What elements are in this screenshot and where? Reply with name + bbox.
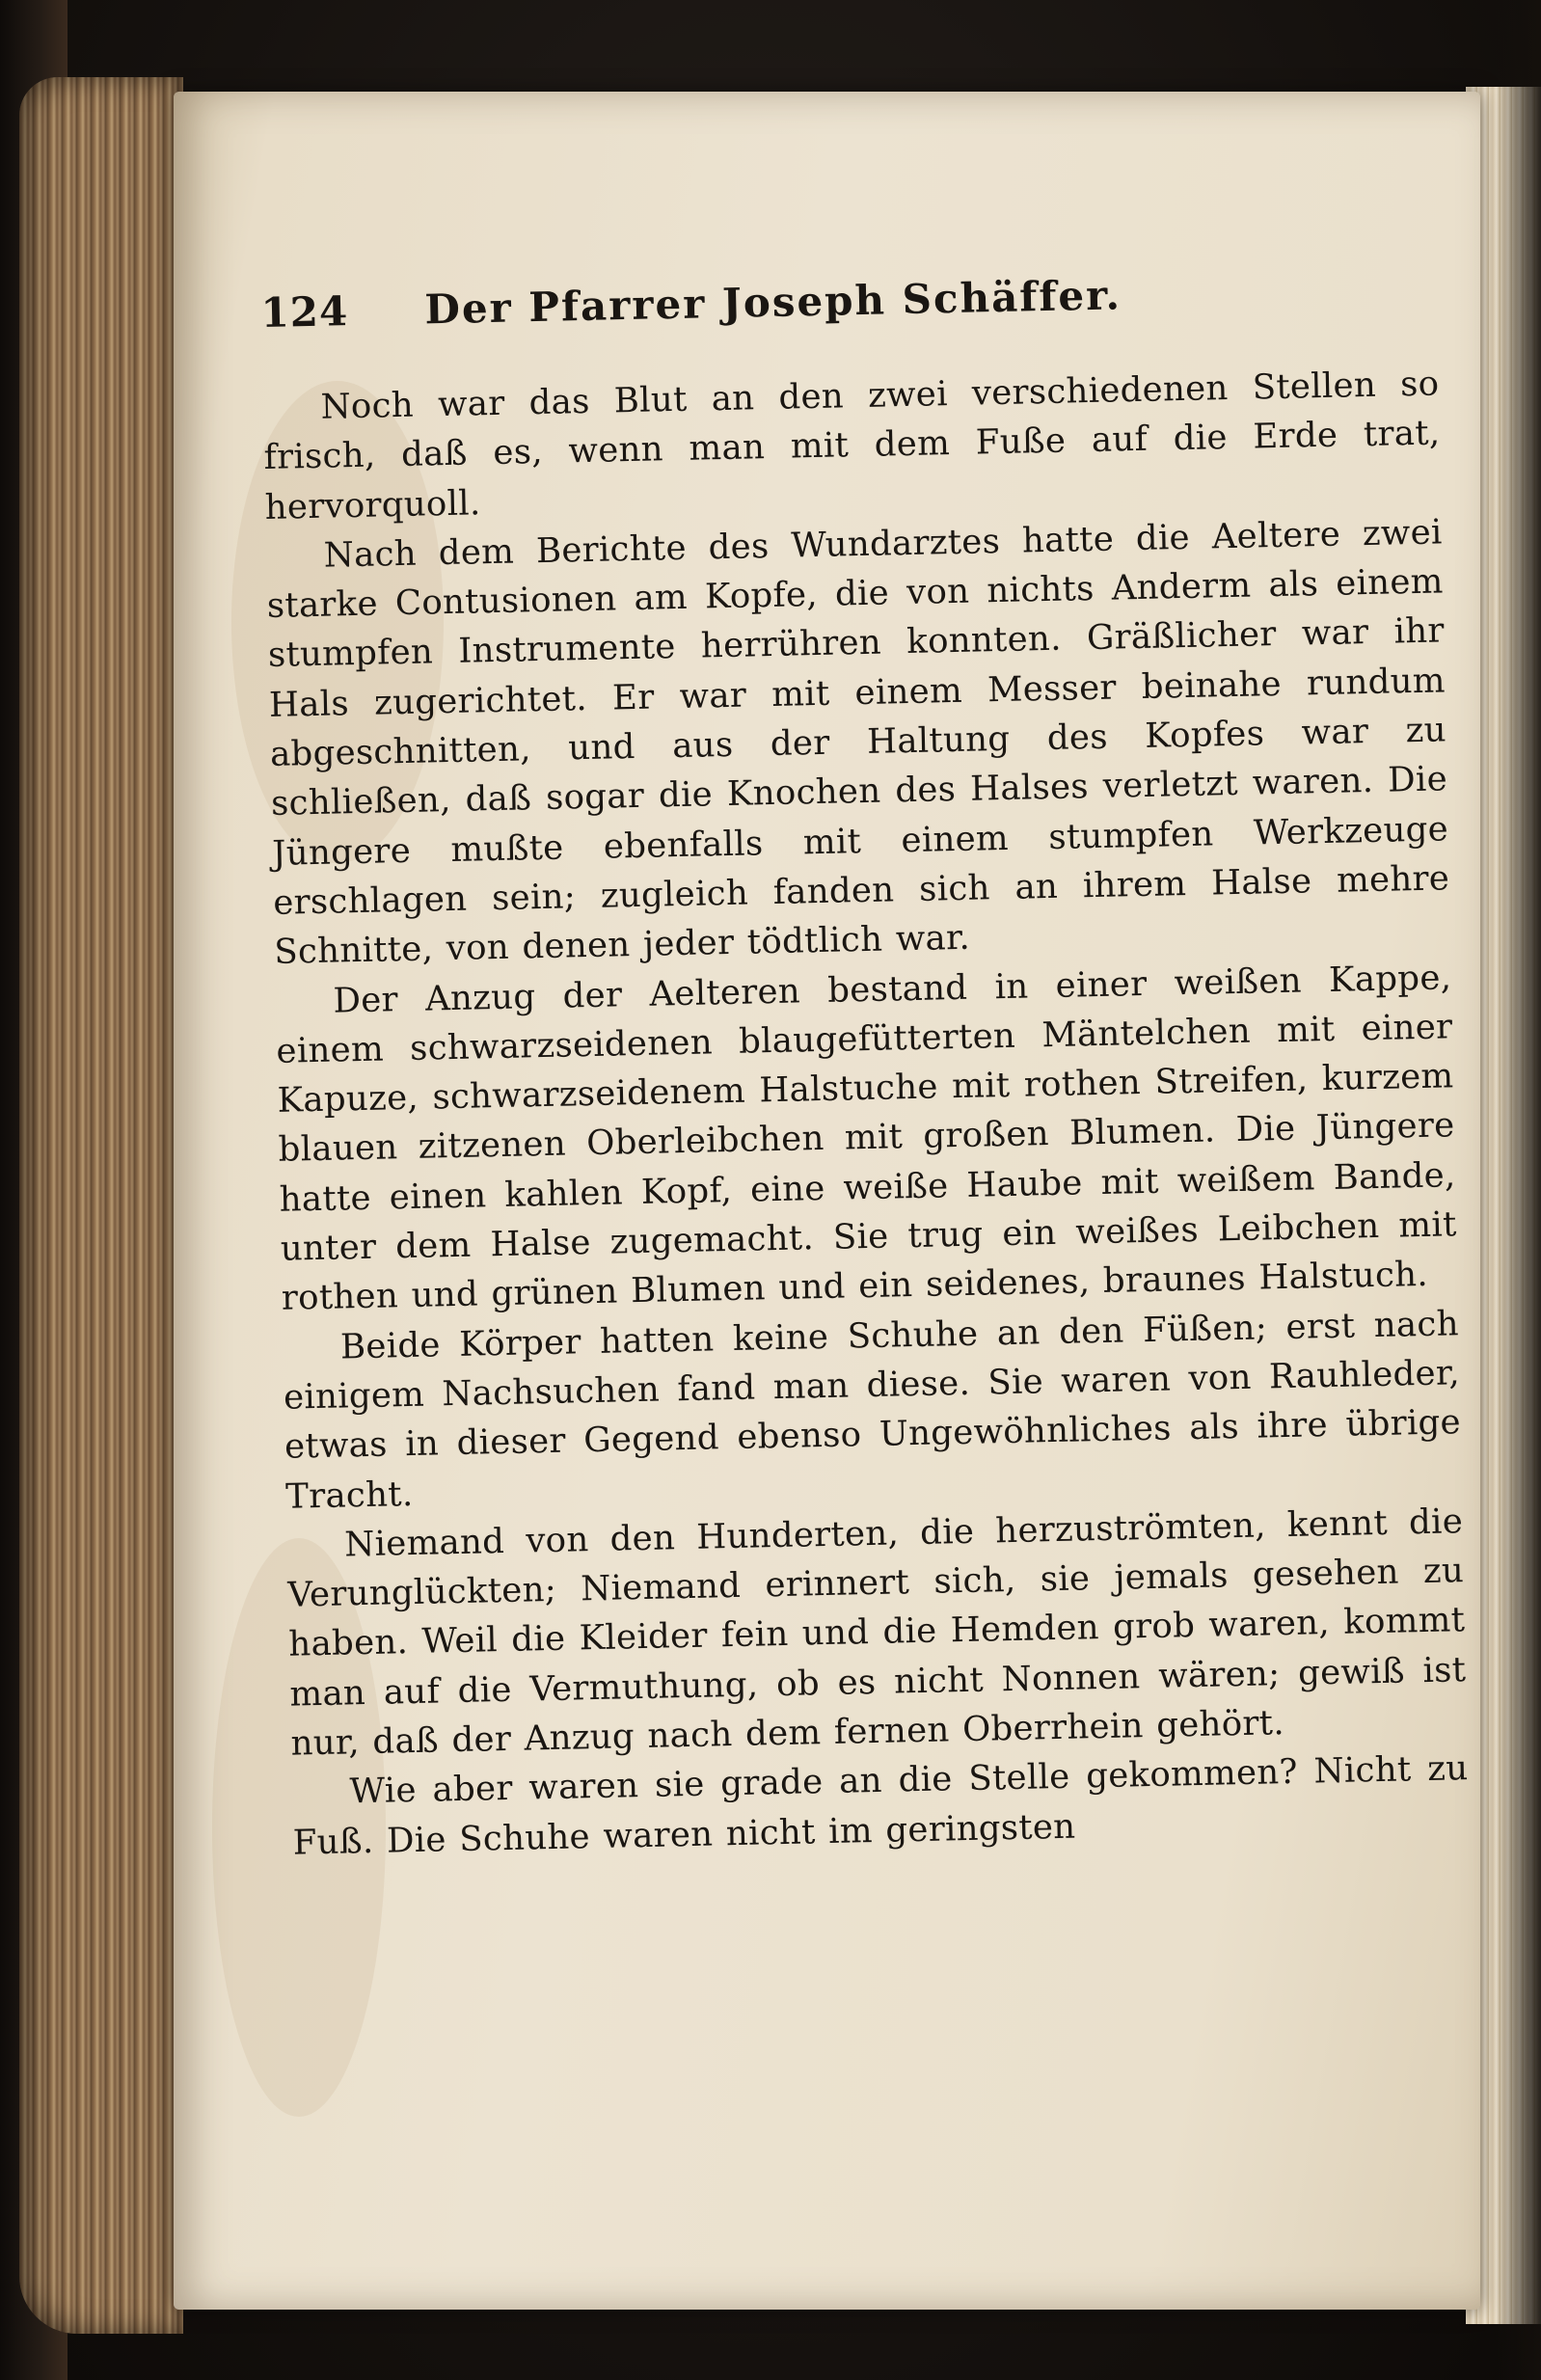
page-text (260, 264, 1470, 1867)
paragraph: Wie aber waren sie grade an die Stelle gekommen? Nicht zu Fuß. Die Schuhe waren nicht im geringsten (292, 1748, 1469, 1863)
left-page-edges (19, 77, 183, 2334)
paragraph: Der Anzug der Aelteren bestand in einer weißen Kappe, einem schwarzseidenen blaugefütterten Mäntelchen mit einer Kapuze, schwarzseidenem Halstuche mit rothen Streifen, kurzem blauen zitzenen Oberleibchen mit großen Blumen. Die Jüngere hatte einen kahlen Kopf, eine weiße Haube mit weißem Bande, unter dem Halse zugemacht. Sie trug ein weißes Leibchen mit rothen und grünen Blumen und ein seidenes, braunes Halstuch. (276, 957, 1458, 1319)
paragraph: Noch war das Blut an den zwei verschiedenen Stellen so frisch, daß es, wenn man mit dem Fuße auf die Erde trat, hervorquoll. (263, 364, 1441, 527)
paragraph: Niemand von den Hunderten, die herzuströmten, kennt die Verunglückten; Niemand erinnert sich, sie jemals gesehen zu haben. Weil die Kleider fein und die Hemden grob waren, kommt man auf die Vermuthung, ob es nicht Nonnen wären; gewiß ist nur, daß der Anzug nach dem fernen Oberrhein gehört. (286, 1501, 1467, 1764)
paragraph: Nach dem Berichte des Wundarztes hatte die Aeltere zwei starke Contusionen am Kopfe, die von nichts Anderm als einem stumpfen Instrumente herrühren konnten. Gräßlicher war ihr Hals zugerichtet. Er war mit einem Messer beinahe rundum abgeschnitten, und aus der Haltung des Kopfes war zu schließen, daß sogar die Knochen des Halses verletzt waren. Die Jüngere mußte ebenfalls mit einem stumpfen Werkzeuge erschlagen sein; zugleich fanden sich an ihrem Halse mehre Schnitte, von denen jeder tödtlich war. (266, 512, 1450, 973)
right-shadow (1495, 0, 1541, 2380)
page-number: 124 (260, 287, 349, 337)
paragraph: Beide Körper hatten keine Schuhe an den Füßen; erst nach einigem Nachsuchen fand man diese. Sie waren von Rauhleder, etwas in dieser Gegend ebenso Ungewöhnliches als ihre übrige Tracht. (283, 1303, 1462, 1517)
running-title: Der Pfarrer Joseph Schäffer. (423, 271, 1122, 334)
